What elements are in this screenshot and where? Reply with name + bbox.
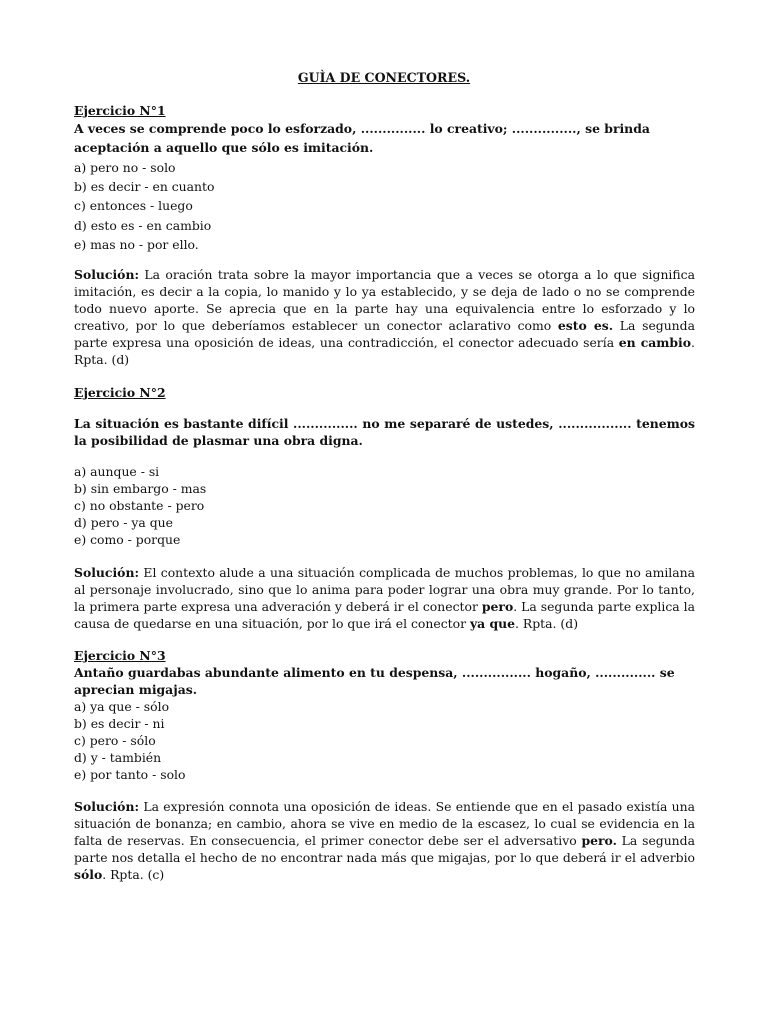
solution-answer-1: esto es.: [557, 318, 614, 333]
solution-text: . Rpta. (d): [74, 335, 695, 367]
exercise-2-solution: [74, 564, 695, 632]
option-d: d) y - también: [74, 750, 162, 765]
option-a: a) pero no - solo: [74, 160, 176, 175]
option-b: b) sin embargo - mas: [74, 481, 207, 496]
exercise-heading: Ejercicio N°1: [74, 103, 166, 118]
exercise-1: [74, 102, 695, 157]
solution-text: . Rpta. (c): [102, 867, 165, 882]
solution-answer-1: pero: [481, 599, 514, 614]
exercise-heading: Ejercicio N°3: [74, 648, 166, 663]
solution-label: Solución:: [74, 565, 140, 580]
option-b: b) es decir - ni: [74, 716, 165, 731]
exercise-1-solution: [74, 266, 695, 368]
option-a: a) ya que - sólo: [74, 699, 170, 714]
solution-label: Solución:: [74, 267, 140, 282]
option-d: d) pero - ya que: [74, 515, 173, 530]
solution-text: La expresión connota una oposición de ideas. Se entiende que en el pasado existía una situación de bonanza; en cambio, ahora se vive en medio de la escasez, lo cual se evidencia en la falta de reservas. En consecuencia, el primer conector debe ser el adversativo: [74, 799, 695, 848]
solution-answer-1: pero.: [581, 833, 617, 848]
exercise-2: [74, 384, 695, 401]
exercise-question: A veces se comprende poco lo esforzado, ............... lo creativo; ..............., se brinda aceptación a aquello que sólo es imitación.: [74, 121, 650, 155]
exercise-heading: Ejercicio N°2: [74, 385, 166, 400]
option-b: b) es decir - en cuanto: [74, 179, 215, 195]
option-c: c) no obstante - pero: [74, 498, 205, 513]
exercise-2-options: [74, 463, 695, 548]
option-d: d) esto es - en cambio: [74, 217, 212, 233]
exercise-question: La situación es bastante difícil ............... no me separaré de ustedes, ................. tenemos la posibilidad de plasmar una obra digna.: [74, 416, 695, 448]
solution-label: Solución:: [74, 799, 140, 814]
solution-answer-2: sólo: [74, 867, 103, 882]
solution-text: La segunda parte expresa una oposición de ideas, una contradicción, el conector adecuado sería: [74, 318, 695, 350]
option-e: e) mas no - por ello.: [74, 236, 199, 252]
solution-text: El contexto alude a una situación complicada de muchos problemas, lo que no amilana al personaje involucrado, sino que lo anima para poder lograr una obra muy grande. Por lo tanto, la primera parte expresa una adveración y deberá ir el conector: [74, 565, 695, 614]
option-e: e) por tanto - solo: [74, 767, 186, 782]
option-a: a) aunque - si: [74, 464, 160, 479]
solution-answer-2: ya que: [469, 616, 516, 631]
option-c: c) entonces - luego: [74, 198, 193, 214]
solution-text: La segunda parte nos detalla el hecho de no encontrar nada más que migajas, por lo que deberá ir el adverbio: [74, 833, 695, 865]
exercise-question: Antaño guardabas abundante alimento en tu despensa, ................ hogaño, .............. se aprecian migajas.: [74, 665, 675, 697]
page-title: GUÌA DE CONECTORES.: [297, 70, 471, 85]
solution-answer-2: en cambio: [618, 335, 692, 350]
solution-text: . La segunda parte explica la causa de quedarse en una situación, por lo que irá el conector: [74, 599, 695, 631]
option-c: c) pero - sólo: [74, 733, 156, 748]
solution-text: La oración trata sobre la mayor importancia que a veces se otorga a lo que significa imitación, es decir a la copia, lo manido y lo ya establecido, y se deja de lado o no se comprende todo nuevo aporte. Se aprecia que en la parte hay una equivalencia entre lo esforzado y lo creativo, por lo que deberíamos establecer un conector aclarativo como: [74, 267, 695, 333]
exercise-1-options: [74, 158, 695, 254]
option-e: e) como - porque: [74, 532, 181, 547]
solution-text: . Rpta. (d): [515, 616, 579, 631]
exercise-2-question-block: [74, 415, 695, 449]
exercise-3: [74, 647, 695, 783]
exercise-3-solution: [74, 798, 695, 883]
